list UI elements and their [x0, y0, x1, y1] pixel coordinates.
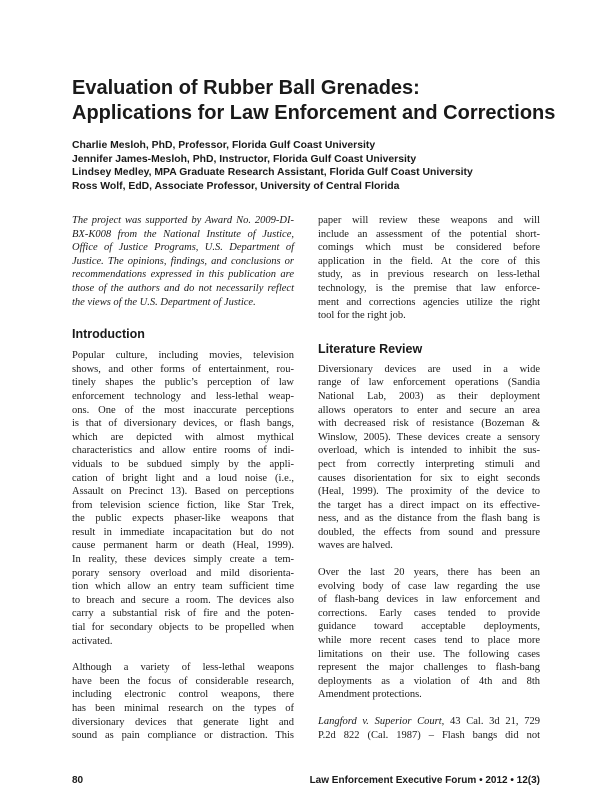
- journal-footer: Law Enforcement Executive Forum • 2012 • 12(3): [309, 775, 540, 786]
- author-list: [72, 139, 552, 193]
- text-line: tool for the right job.: [318, 310, 406, 322]
- text-line: application in the field. At the core of this: [318, 255, 540, 267]
- text-line: P.2d 822 (Cal. 1987) – Flash bangs did not: [318, 729, 540, 741]
- text-line: Although a variety of less-lethal weapons: [72, 662, 294, 674]
- text-line: tion which allow an entry team sufficient time: [72, 581, 294, 593]
- text-line: from television science fiction, like Star Trek,: [72, 499, 294, 511]
- text-line: recommendations expressed in this publication are: [72, 269, 294, 281]
- case-citation: [318, 715, 540, 742]
- text-line: [318, 715, 540, 729]
- case-name: Langford v. Superior Court,: [318, 716, 445, 727]
- left-column: [72, 214, 294, 743]
- title-line-2: Applications for Law Enforcement and Corrections: [72, 102, 556, 124]
- literature-review-paragraph-1: [318, 363, 540, 553]
- text-line: causes disorientation for six to eight seconds: [318, 472, 540, 484]
- text-line: porary sensory overload and mild disorienta-: [72, 567, 294, 579]
- text-line: of flash-bang devices in law enforcement and: [318, 594, 540, 606]
- text-line: while more recent cases tend to place more: [318, 635, 540, 647]
- author-line: Charlie Mesloh, PhD, Professor, Florida Gulf Coast University: [72, 140, 376, 151]
- article-title: [72, 76, 556, 126]
- text-line: Diversionary devices are used in a wide: [318, 363, 540, 375]
- text-line: including electronic control weapons, there: [72, 689, 294, 701]
- text-line: Assault on Precinct 13). Based on perceptions: [72, 486, 294, 498]
- text-line: study, as in previous research on less-lethal: [318, 269, 540, 281]
- text-line: deployments as a violation of 4th and 8th: [318, 675, 540, 687]
- text-line: carry a substantial risk of fire and the poten-: [72, 608, 294, 620]
- text-line: result in immediate incapacitation but do not: [72, 526, 294, 538]
- text-line: comings which must be considered before: [318, 242, 540, 254]
- text-line: Winslow, 2005). These devices create a sensory: [318, 431, 540, 443]
- literature-review-paragraph-2: [318, 566, 540, 702]
- text-line: have been the focus of considerable research,: [72, 675, 294, 687]
- text-line: tinely shapes the public’s perception of law: [72, 377, 294, 389]
- text-line: evolving body of case law regarding the use: [318, 580, 540, 592]
- introduction-heading: Introduction: [72, 327, 145, 342]
- introduction-paragraph-2: [72, 661, 294, 743]
- text-line: to breach and secure a room. The devices also: [72, 594, 294, 606]
- funding-note: [72, 214, 294, 309]
- text-line: those of the authors and do not necessarily reflect: [72, 282, 294, 294]
- text-line: waves are halved.: [318, 540, 393, 552]
- text-line: activated.: [72, 635, 113, 647]
- text-line: the public expects phaser-like weapons that: [72, 513, 294, 525]
- case-citation-text: 43 Cal. 3d 21, 729: [444, 716, 540, 727]
- text-line: ment and corrections agencies utilize the right: [318, 296, 540, 308]
- text-line: corrections. Early cases tended to provide: [318, 607, 540, 619]
- introduction-paragraph-1: [72, 349, 294, 648]
- text-line: National Lab, 2003) as their deployment: [318, 390, 540, 402]
- text-line: paper will review these weapons and will: [318, 215, 540, 226]
- text-line: which are depicted with almost mythical: [72, 431, 294, 443]
- text-line: range of law enforcement operations (Sandia: [318, 377, 540, 389]
- text-line: has been minimal research on the types of: [72, 703, 294, 714]
- text-line: characteristics and allow entire rooms of indi-: [72, 445, 294, 457]
- text-line: represent the major challenges to flash-bang: [318, 662, 540, 674]
- text-line: In reality, these devices simply create a tem-: [72, 554, 294, 566]
- text-line: ness, and as the distance from the flash bang is: [318, 513, 540, 525]
- intro-continuation-paragraph: [318, 214, 540, 323]
- right-column: [318, 214, 540, 742]
- text-line: Justice. The opinions, findings, and conclusions or: [72, 255, 294, 267]
- author-line: Ross Wolf, EdD, Associate Professor, University of Central Florida: [72, 180, 400, 192]
- text-line: cause permanent harm or death (Heal, 1999).: [72, 540, 294, 552]
- text-line: is that of diversionary devices, or flash bangs,: [72, 418, 294, 430]
- text-line: cation of bright light and a loud noise (i.e.,: [72, 472, 294, 484]
- text-line: with decreased risk of resistance (Bozeman &: [318, 418, 540, 430]
- text-line: shows, and other forms of entertainment, rou-: [72, 363, 294, 375]
- text-line: viduals to be subdued simply by the appli-: [72, 458, 294, 470]
- text-line: include an assessment of the potential short-: [318, 228, 540, 240]
- text-line: ons. One of the most inaccurate perceptions: [72, 404, 294, 416]
- text-line: technology, is the premise that law enforce-: [318, 282, 540, 294]
- text-line: Popular culture, including movies, television: [72, 350, 294, 362]
- text-line: doubled, the effects from sound and pressure: [318, 526, 540, 538]
- page-number: 80: [72, 775, 84, 786]
- text-line: The project was supported by Award No. 2009-DI-: [72, 215, 294, 226]
- text-line: the target has a direct impact on its effective-: [318, 499, 540, 511]
- text-line: Office of Justice Programs, U.S. Department of: [72, 242, 294, 254]
- text-line: limitations on their use. The following cases: [318, 648, 540, 660]
- text-line: BX-K008 from the National Institute of Justice,: [72, 228, 294, 240]
- text-line: the views of the U.S. Department of Justice.: [72, 296, 256, 308]
- text-line: sound as pain compliance or distraction. This: [72, 730, 294, 742]
- text-line: tial for secondary objects to be propelled when: [72, 622, 294, 634]
- text-line: guidance toward acceptable deployments,: [318, 621, 540, 633]
- text-line: pect from correctly interpreting stimuli and: [318, 458, 540, 470]
- text-line: Amendment protections.: [318, 689, 422, 701]
- text-line: diversionary devices that generate light and: [72, 716, 294, 728]
- title-line-1: Evaluation of Rubber Ball Grenades:: [72, 77, 420, 99]
- author-line: Lindsey Medley, MPA Graduate Research Assistant, Florida Gulf Coast University: [72, 167, 473, 179]
- text-line: Over the last 20 years, there has been an: [318, 567, 540, 579]
- text-line: enforcement technology and less-lethal weap-: [72, 390, 294, 402]
- text-line: (Heal, 1999). The proximity of the device to: [318, 486, 540, 498]
- author-line: Jennifer James-Mesloh, PhD, Instructor, Florida Gulf Coast University: [72, 153, 417, 165]
- literature-review-heading: Literature Review: [318, 341, 423, 356]
- text-line: overload, which is intended to inhibit the sus-: [318, 445, 540, 457]
- text-line: allows operators to enter and secure an area: [318, 404, 540, 416]
